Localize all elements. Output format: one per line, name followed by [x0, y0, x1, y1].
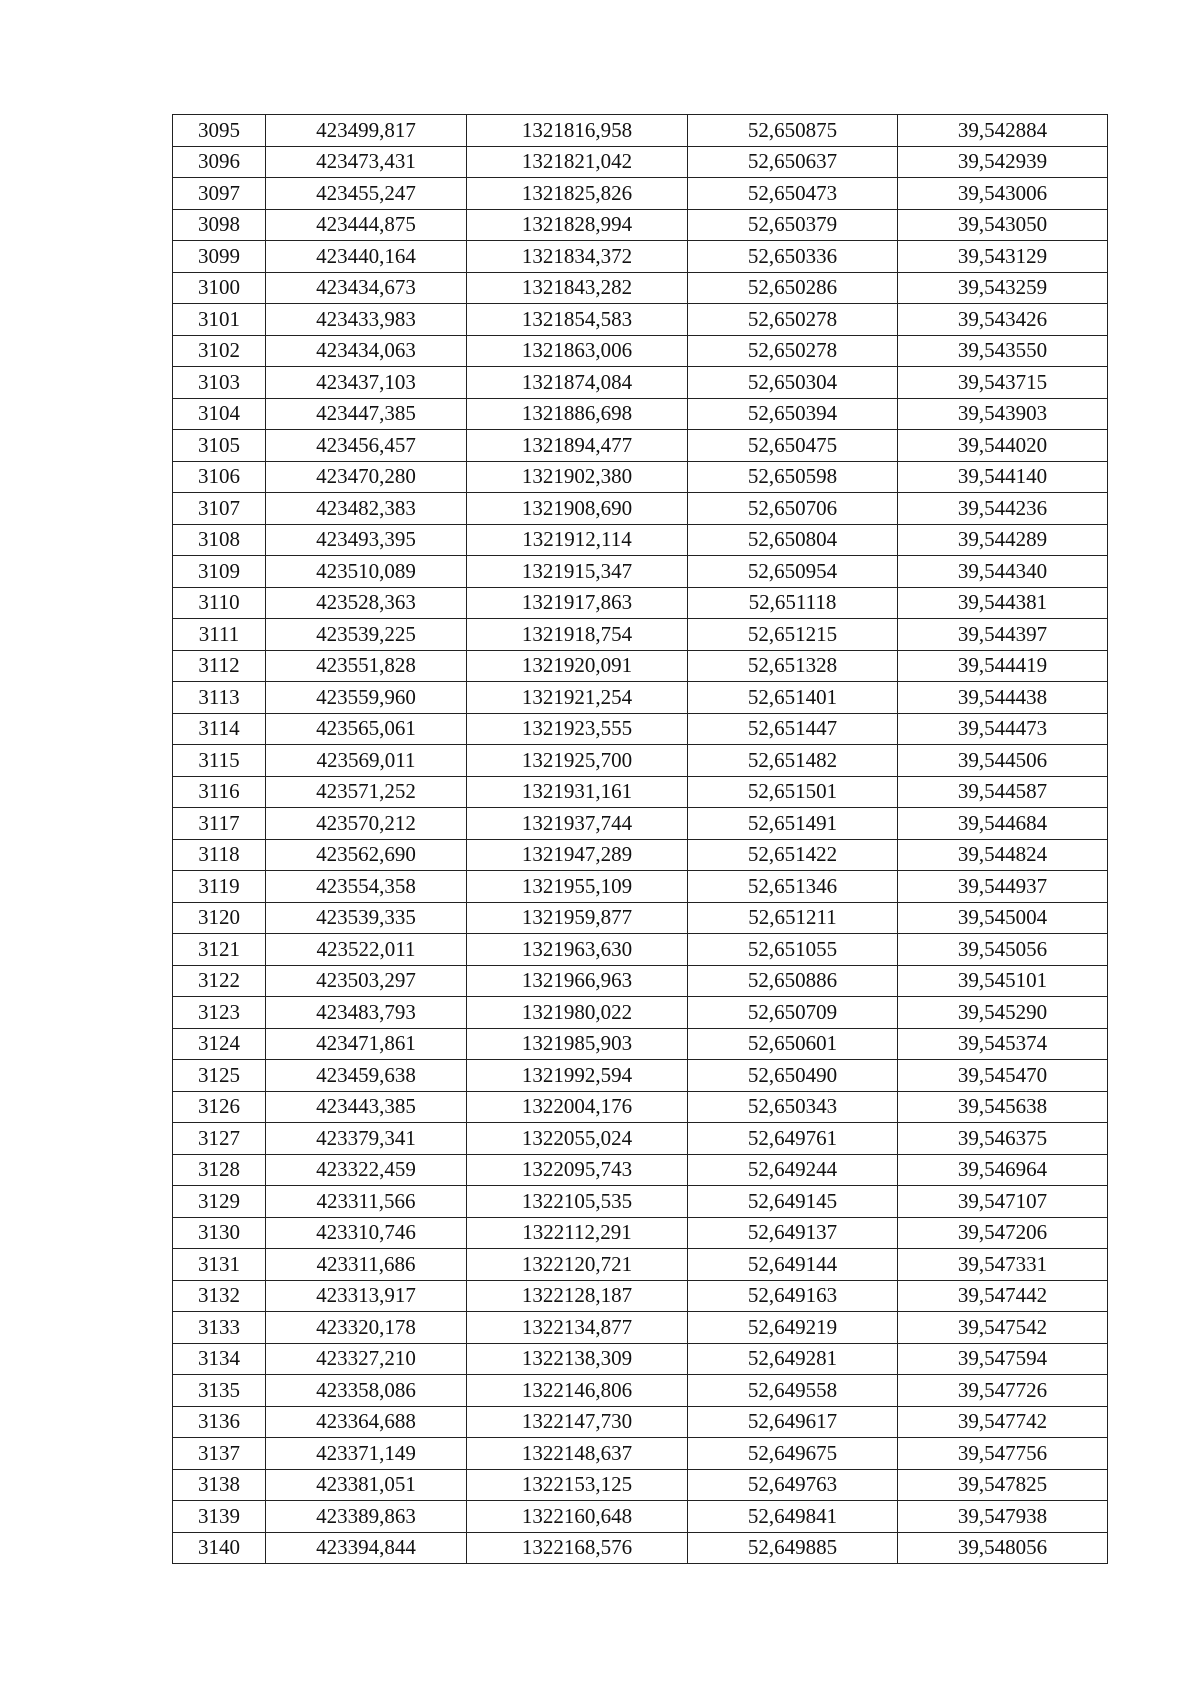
latitude-cell: 52,651401 [688, 682, 898, 714]
table-row [173, 682, 1108, 714]
table-row [173, 1532, 1108, 1564]
longitude-cell: 39,544236 [898, 493, 1108, 525]
x-coordinate-cell: 423311,686 [266, 1249, 467, 1281]
table-row [173, 650, 1108, 682]
point-number-cell: 3114 [173, 713, 266, 745]
x-coordinate-cell: 423447,385 [266, 398, 467, 430]
table-row [173, 1280, 1108, 1312]
longitude-cell: 39,547206 [898, 1217, 1108, 1249]
x-coordinate-cell: 423313,917 [266, 1280, 467, 1312]
y-coordinate-cell: 1322147,730 [467, 1406, 688, 1438]
longitude-cell: 39,543426 [898, 304, 1108, 336]
longitude-cell: 39,544587 [898, 776, 1108, 808]
y-coordinate-cell: 1321920,091 [467, 650, 688, 682]
y-coordinate-cell: 1321918,754 [467, 619, 688, 651]
point-number-cell: 3109 [173, 556, 266, 588]
latitude-cell: 52,651491 [688, 808, 898, 840]
point-number-cell: 3138 [173, 1469, 266, 1501]
point-number-cell: 3102 [173, 335, 266, 367]
point-number-cell: 3120 [173, 902, 266, 934]
y-coordinate-cell: 1321825,826 [467, 178, 688, 210]
latitude-cell: 52,650886 [688, 965, 898, 997]
y-coordinate-cell: 1321923,555 [467, 713, 688, 745]
latitude-cell: 52,651328 [688, 650, 898, 682]
point-number-cell: 3139 [173, 1501, 266, 1533]
longitude-cell: 39,547726 [898, 1375, 1108, 1407]
table-row [173, 713, 1108, 745]
y-coordinate-cell: 1321966,963 [467, 965, 688, 997]
point-number-cell: 3125 [173, 1060, 266, 1092]
latitude-cell: 52,649144 [688, 1249, 898, 1281]
x-coordinate-cell: 423483,793 [266, 997, 467, 1029]
x-coordinate-cell: 423471,861 [266, 1028, 467, 1060]
point-number-cell: 3126 [173, 1091, 266, 1123]
table-row [173, 1343, 1108, 1375]
x-coordinate-cell: 423473,431 [266, 146, 467, 178]
longitude-cell: 39,544684 [898, 808, 1108, 840]
table-row [173, 997, 1108, 1029]
table-row [173, 1123, 1108, 1155]
y-coordinate-cell: 1322105,535 [467, 1186, 688, 1218]
y-coordinate-cell: 1322146,806 [467, 1375, 688, 1407]
longitude-cell: 39,543715 [898, 367, 1108, 399]
longitude-cell: 39,545290 [898, 997, 1108, 1029]
longitude-cell: 39,544397 [898, 619, 1108, 651]
y-coordinate-cell: 1321955,109 [467, 871, 688, 903]
table-row [173, 178, 1108, 210]
point-number-cell: 3099 [173, 241, 266, 273]
longitude-cell: 39,547742 [898, 1406, 1108, 1438]
x-coordinate-cell: 423444,875 [266, 209, 467, 241]
x-coordinate-cell: 423499,817 [266, 115, 467, 147]
latitude-cell: 52,650875 [688, 115, 898, 147]
latitude-cell: 52,650286 [688, 272, 898, 304]
longitude-cell: 39,545101 [898, 965, 1108, 997]
longitude-cell: 39,544438 [898, 682, 1108, 714]
table-row [173, 902, 1108, 934]
y-coordinate-cell: 1321874,084 [467, 367, 688, 399]
point-number-cell: 3129 [173, 1186, 266, 1218]
y-coordinate-cell: 1322160,648 [467, 1501, 688, 1533]
latitude-cell: 52,651422 [688, 839, 898, 871]
x-coordinate-cell: 423394,844 [266, 1532, 467, 1564]
table-row [173, 209, 1108, 241]
x-coordinate-cell: 423569,011 [266, 745, 467, 777]
point-number-cell: 3103 [173, 367, 266, 399]
table-row [173, 524, 1108, 556]
y-coordinate-cell: 1321821,042 [467, 146, 688, 178]
longitude-cell: 39,543050 [898, 209, 1108, 241]
latitude-cell: 52,649137 [688, 1217, 898, 1249]
point-number-cell: 3096 [173, 146, 266, 178]
x-coordinate-cell: 423570,212 [266, 808, 467, 840]
longitude-cell: 39,544381 [898, 587, 1108, 619]
y-coordinate-cell: 1321921,254 [467, 682, 688, 714]
table-row [173, 776, 1108, 808]
table-row [173, 461, 1108, 493]
y-coordinate-cell: 1322004,176 [467, 1091, 688, 1123]
longitude-cell: 39,544506 [898, 745, 1108, 777]
point-number-cell: 3130 [173, 1217, 266, 1249]
longitude-cell: 39,544340 [898, 556, 1108, 588]
longitude-cell: 39,547594 [898, 1343, 1108, 1375]
table-row [173, 367, 1108, 399]
x-coordinate-cell: 423510,089 [266, 556, 467, 588]
longitude-cell: 39,547825 [898, 1469, 1108, 1501]
x-coordinate-cell: 423456,457 [266, 430, 467, 462]
longitude-cell: 39,543006 [898, 178, 1108, 210]
y-coordinate-cell: 1322148,637 [467, 1438, 688, 1470]
y-coordinate-cell: 1321992,594 [467, 1060, 688, 1092]
longitude-cell: 39,545004 [898, 902, 1108, 934]
y-coordinate-cell: 1321828,994 [467, 209, 688, 241]
latitude-cell: 52,649675 [688, 1438, 898, 1470]
longitude-cell: 39,543550 [898, 335, 1108, 367]
coordinates-table-body [173, 115, 1108, 1564]
point-number-cell: 3127 [173, 1123, 266, 1155]
longitude-cell: 39,545470 [898, 1060, 1108, 1092]
x-coordinate-cell: 423443,385 [266, 1091, 467, 1123]
latitude-cell: 52,650490 [688, 1060, 898, 1092]
table-row [173, 556, 1108, 588]
x-coordinate-cell: 423389,863 [266, 1501, 467, 1533]
x-coordinate-cell: 423364,688 [266, 1406, 467, 1438]
y-coordinate-cell: 1322095,743 [467, 1154, 688, 1186]
latitude-cell: 52,649841 [688, 1501, 898, 1533]
x-coordinate-cell: 423562,690 [266, 839, 467, 871]
y-coordinate-cell: 1321985,903 [467, 1028, 688, 1060]
longitude-cell: 39,544937 [898, 871, 1108, 903]
point-number-cell: 3140 [173, 1532, 266, 1564]
table-row [173, 272, 1108, 304]
x-coordinate-cell: 423482,383 [266, 493, 467, 525]
y-coordinate-cell: 1321912,114 [467, 524, 688, 556]
point-number-cell: 3132 [173, 1280, 266, 1312]
table-row [173, 1186, 1108, 1218]
table-row [173, 934, 1108, 966]
x-coordinate-cell: 423320,178 [266, 1312, 467, 1344]
x-coordinate-cell: 423539,335 [266, 902, 467, 934]
longitude-cell: 39,542939 [898, 146, 1108, 178]
x-coordinate-cell: 423571,252 [266, 776, 467, 808]
point-number-cell: 3108 [173, 524, 266, 556]
table-row [173, 398, 1108, 430]
table-row [173, 1312, 1108, 1344]
table-row [173, 1217, 1108, 1249]
latitude-cell: 52,649163 [688, 1280, 898, 1312]
y-coordinate-cell: 1321915,347 [467, 556, 688, 588]
y-coordinate-cell: 1321931,161 [467, 776, 688, 808]
x-coordinate-cell: 423311,566 [266, 1186, 467, 1218]
longitude-cell: 39,546375 [898, 1123, 1108, 1155]
latitude-cell: 52,650804 [688, 524, 898, 556]
point-number-cell: 3101 [173, 304, 266, 336]
longitude-cell: 39,545056 [898, 934, 1108, 966]
latitude-cell: 52,650475 [688, 430, 898, 462]
y-coordinate-cell: 1321947,289 [467, 839, 688, 871]
latitude-cell: 52,649558 [688, 1375, 898, 1407]
coordinates-table [172, 114, 1108, 1564]
point-number-cell: 3122 [173, 965, 266, 997]
table-row [173, 335, 1108, 367]
latitude-cell: 52,650379 [688, 209, 898, 241]
longitude-cell: 39,547442 [898, 1280, 1108, 1312]
point-number-cell: 3133 [173, 1312, 266, 1344]
table-row [173, 241, 1108, 273]
longitude-cell: 39,544419 [898, 650, 1108, 682]
table-row [173, 965, 1108, 997]
point-number-cell: 3124 [173, 1028, 266, 1060]
point-number-cell: 3116 [173, 776, 266, 808]
point-number-cell: 3105 [173, 430, 266, 462]
table-row [173, 493, 1108, 525]
y-coordinate-cell: 1322128,187 [467, 1280, 688, 1312]
latitude-cell: 52,649617 [688, 1406, 898, 1438]
latitude-cell: 52,651055 [688, 934, 898, 966]
y-coordinate-cell: 1321834,372 [467, 241, 688, 273]
point-number-cell: 3112 [173, 650, 266, 682]
latitude-cell: 52,651501 [688, 776, 898, 808]
y-coordinate-cell: 1321917,863 [467, 587, 688, 619]
y-coordinate-cell: 1322055,024 [467, 1123, 688, 1155]
table-row [173, 1060, 1108, 1092]
y-coordinate-cell: 1321863,006 [467, 335, 688, 367]
point-number-cell: 3119 [173, 871, 266, 903]
y-coordinate-cell: 1321980,022 [467, 997, 688, 1029]
latitude-cell: 52,651482 [688, 745, 898, 777]
y-coordinate-cell: 1321963,630 [467, 934, 688, 966]
table-row [173, 871, 1108, 903]
x-coordinate-cell: 423470,280 [266, 461, 467, 493]
table-row [173, 808, 1108, 840]
latitude-cell: 52,650709 [688, 997, 898, 1029]
x-coordinate-cell: 423559,960 [266, 682, 467, 714]
y-coordinate-cell: 1322112,291 [467, 1217, 688, 1249]
y-coordinate-cell: 1321937,744 [467, 808, 688, 840]
table-row [173, 1154, 1108, 1186]
latitude-cell: 52,650706 [688, 493, 898, 525]
longitude-cell: 39,548056 [898, 1532, 1108, 1564]
y-coordinate-cell: 1321816,958 [467, 115, 688, 147]
latitude-cell: 52,650598 [688, 461, 898, 493]
x-coordinate-cell: 423437,103 [266, 367, 467, 399]
latitude-cell: 52,650954 [688, 556, 898, 588]
y-coordinate-cell: 1322153,125 [467, 1469, 688, 1501]
y-coordinate-cell: 1322168,576 [467, 1532, 688, 1564]
longitude-cell: 39,543129 [898, 241, 1108, 273]
y-coordinate-cell: 1322120,721 [467, 1249, 688, 1281]
longitude-cell: 39,547542 [898, 1312, 1108, 1344]
y-coordinate-cell: 1322134,877 [467, 1312, 688, 1344]
longitude-cell: 39,547331 [898, 1249, 1108, 1281]
x-coordinate-cell: 423493,395 [266, 524, 467, 556]
point-number-cell: 3111 [173, 619, 266, 651]
x-coordinate-cell: 423434,063 [266, 335, 467, 367]
x-coordinate-cell: 423433,983 [266, 304, 467, 336]
table-row [173, 1375, 1108, 1407]
x-coordinate-cell: 423554,358 [266, 871, 467, 903]
point-number-cell: 3098 [173, 209, 266, 241]
x-coordinate-cell: 423381,051 [266, 1469, 467, 1501]
latitude-cell: 52,650394 [688, 398, 898, 430]
longitude-cell: 39,547107 [898, 1186, 1108, 1218]
latitude-cell: 52,651346 [688, 871, 898, 903]
latitude-cell: 52,651211 [688, 902, 898, 934]
x-coordinate-cell: 423551,828 [266, 650, 467, 682]
table-row [173, 745, 1108, 777]
longitude-cell: 39,544289 [898, 524, 1108, 556]
point-number-cell: 3137 [173, 1438, 266, 1470]
latitude-cell: 52,651215 [688, 619, 898, 651]
table-row [173, 839, 1108, 871]
table-row [173, 619, 1108, 651]
x-coordinate-cell: 423440,164 [266, 241, 467, 273]
x-coordinate-cell: 423379,341 [266, 1123, 467, 1155]
point-number-cell: 3123 [173, 997, 266, 1029]
point-number-cell: 3097 [173, 178, 266, 210]
table-row [173, 1249, 1108, 1281]
table-row [173, 430, 1108, 462]
point-number-cell: 3100 [173, 272, 266, 304]
point-number-cell: 3117 [173, 808, 266, 840]
latitude-cell: 52,650278 [688, 335, 898, 367]
point-number-cell: 3106 [173, 461, 266, 493]
y-coordinate-cell: 1321959,877 [467, 902, 688, 934]
longitude-cell: 39,545638 [898, 1091, 1108, 1123]
latitude-cell: 52,650304 [688, 367, 898, 399]
longitude-cell: 39,547938 [898, 1501, 1108, 1533]
x-coordinate-cell: 423455,247 [266, 178, 467, 210]
point-number-cell: 3131 [173, 1249, 266, 1281]
x-coordinate-cell: 423565,061 [266, 713, 467, 745]
y-coordinate-cell: 1321854,583 [467, 304, 688, 336]
point-number-cell: 3128 [173, 1154, 266, 1186]
latitude-cell: 52,651447 [688, 713, 898, 745]
latitude-cell: 52,650601 [688, 1028, 898, 1060]
table-row [173, 1028, 1108, 1060]
latitude-cell: 52,651118 [688, 587, 898, 619]
longitude-cell: 39,544824 [898, 839, 1108, 871]
latitude-cell: 52,649761 [688, 1123, 898, 1155]
longitude-cell: 39,545374 [898, 1028, 1108, 1060]
point-number-cell: 3113 [173, 682, 266, 714]
table-row [173, 1438, 1108, 1470]
point-number-cell: 3095 [173, 115, 266, 147]
table-row [173, 146, 1108, 178]
latitude-cell: 52,650278 [688, 304, 898, 336]
table-row [173, 304, 1108, 336]
point-number-cell: 3121 [173, 934, 266, 966]
x-coordinate-cell: 423528,363 [266, 587, 467, 619]
x-coordinate-cell: 423503,297 [266, 965, 467, 997]
longitude-cell: 39,543903 [898, 398, 1108, 430]
longitude-cell: 39,544140 [898, 461, 1108, 493]
latitude-cell: 52,649885 [688, 1532, 898, 1564]
x-coordinate-cell: 423539,225 [266, 619, 467, 651]
longitude-cell: 39,546964 [898, 1154, 1108, 1186]
y-coordinate-cell: 1321843,282 [467, 272, 688, 304]
longitude-cell: 39,544473 [898, 713, 1108, 745]
x-coordinate-cell: 423371,149 [266, 1438, 467, 1470]
latitude-cell: 52,649244 [688, 1154, 898, 1186]
latitude-cell: 52,649219 [688, 1312, 898, 1344]
x-coordinate-cell: 423327,210 [266, 1343, 467, 1375]
x-coordinate-cell: 423310,746 [266, 1217, 467, 1249]
table-row [173, 1469, 1108, 1501]
latitude-cell: 52,650336 [688, 241, 898, 273]
point-number-cell: 3135 [173, 1375, 266, 1407]
longitude-cell: 39,544020 [898, 430, 1108, 462]
longitude-cell: 39,542884 [898, 115, 1108, 147]
y-coordinate-cell: 1321925,700 [467, 745, 688, 777]
latitude-cell: 52,649145 [688, 1186, 898, 1218]
table-row [173, 115, 1108, 147]
y-coordinate-cell: 1322138,309 [467, 1343, 688, 1375]
x-coordinate-cell: 423459,638 [266, 1060, 467, 1092]
longitude-cell: 39,547756 [898, 1438, 1108, 1470]
latitude-cell: 52,650343 [688, 1091, 898, 1123]
point-number-cell: 3110 [173, 587, 266, 619]
point-number-cell: 3115 [173, 745, 266, 777]
table-row [173, 1501, 1108, 1533]
table-row [173, 1091, 1108, 1123]
point-number-cell: 3107 [173, 493, 266, 525]
table-row [173, 587, 1108, 619]
latitude-cell: 52,650637 [688, 146, 898, 178]
x-coordinate-cell: 423322,459 [266, 1154, 467, 1186]
point-number-cell: 3136 [173, 1406, 266, 1438]
x-coordinate-cell: 423358,086 [266, 1375, 467, 1407]
point-number-cell: 3118 [173, 839, 266, 871]
point-number-cell: 3134 [173, 1343, 266, 1375]
y-coordinate-cell: 1321886,698 [467, 398, 688, 430]
table-row [173, 1406, 1108, 1438]
latitude-cell: 52,649763 [688, 1469, 898, 1501]
x-coordinate-cell: 423434,673 [266, 272, 467, 304]
y-coordinate-cell: 1321894,477 [467, 430, 688, 462]
y-coordinate-cell: 1321902,380 [467, 461, 688, 493]
latitude-cell: 52,649281 [688, 1343, 898, 1375]
latitude-cell: 52,650473 [688, 178, 898, 210]
point-number-cell: 3104 [173, 398, 266, 430]
longitude-cell: 39,543259 [898, 272, 1108, 304]
x-coordinate-cell: 423522,011 [266, 934, 467, 966]
y-coordinate-cell: 1321908,690 [467, 493, 688, 525]
